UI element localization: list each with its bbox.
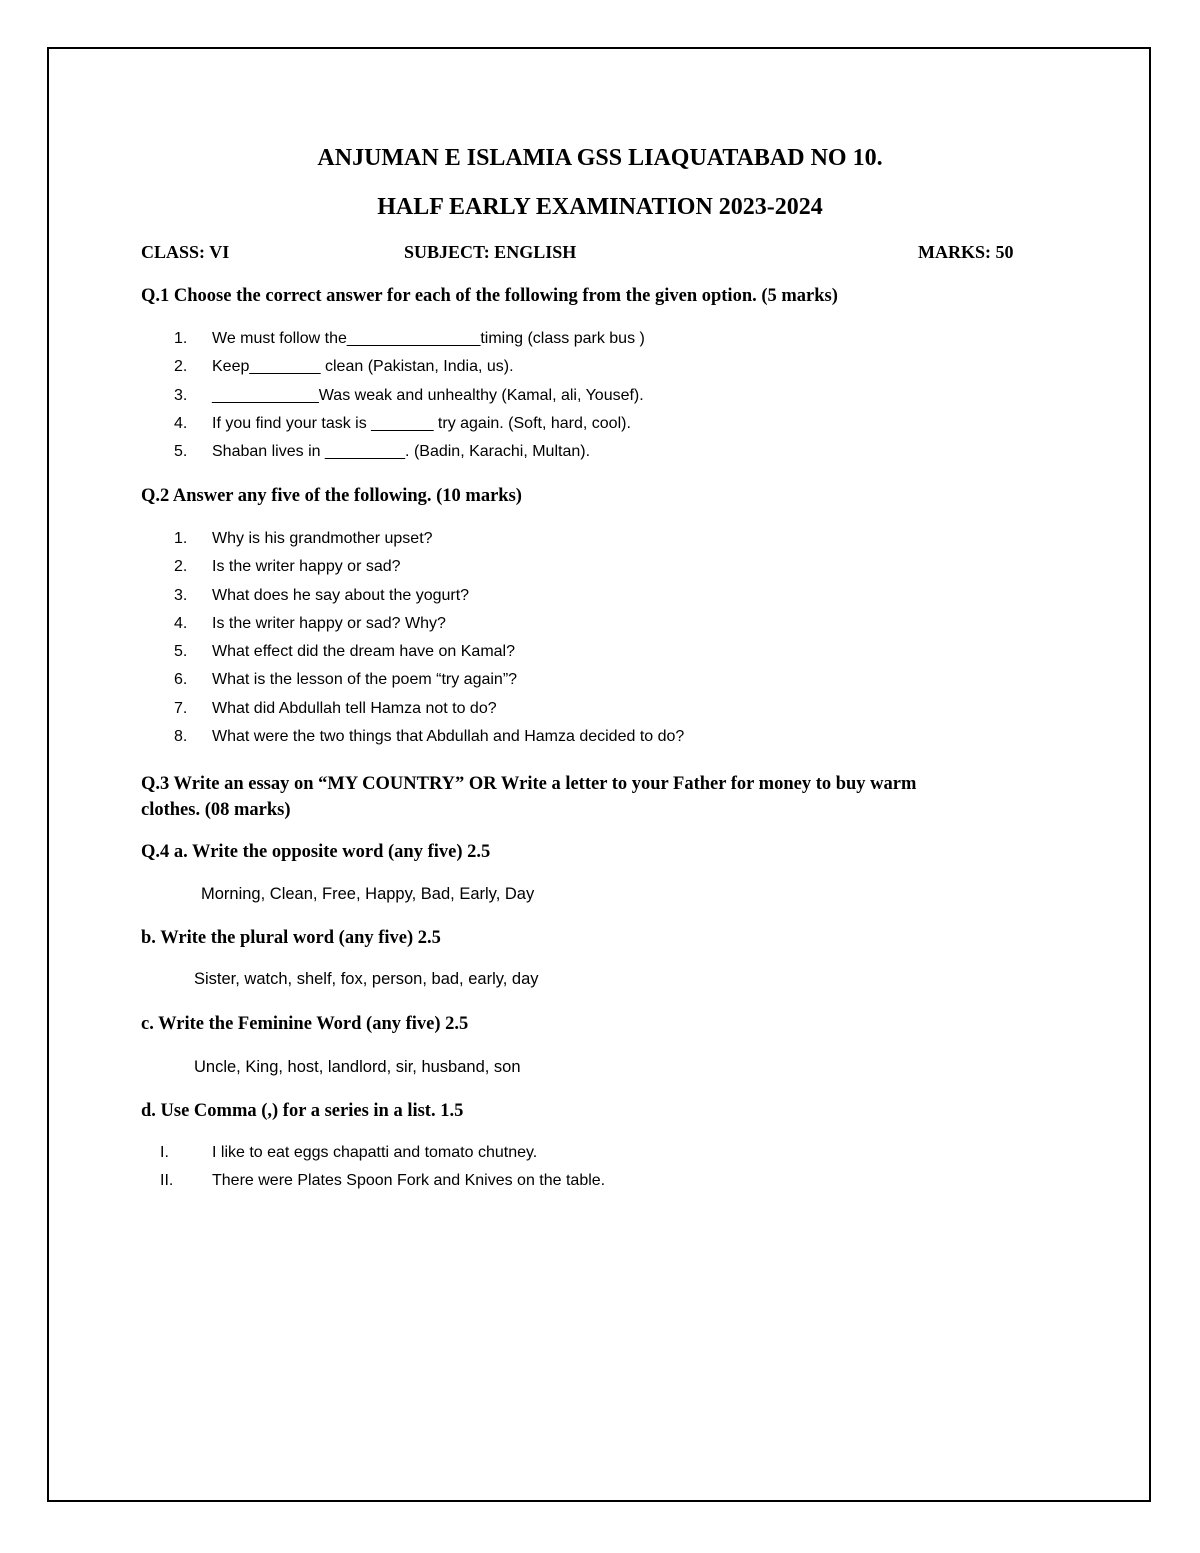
item-text: What did Abdullah tell Hamza not to do? xyxy=(212,699,497,717)
item-number: 1. xyxy=(174,530,188,547)
item-number: 7. xyxy=(174,699,188,717)
item-text: We must follow the_______________timing (class park bus ) xyxy=(212,330,645,347)
item-text: ____________Was weak and unhealthy (Kamal, ali, Yousef). xyxy=(212,386,644,404)
q3-heading-line2: clothes. (08 marks) xyxy=(141,800,291,820)
item-number: II. xyxy=(160,1172,174,1190)
item-number: 4. xyxy=(174,614,188,632)
q4c-words: Uncle, King, host, landlord, sir, husband, son xyxy=(194,1058,521,1076)
q3-heading xyxy=(141,771,1061,823)
q4d-heading: d. Use Comma (,) for a series in a list. 1.5 xyxy=(141,1101,464,1121)
item-number: I. xyxy=(160,1144,169,1161)
item-number: 2. xyxy=(174,558,188,576)
item-text: Shaban lives in _________. (Badin, Karachi, Multan). xyxy=(212,443,591,461)
class-label: CLASS: VI xyxy=(141,242,230,262)
item-text: If you find your task is _______ try again. (Soft, hard, cool). xyxy=(212,414,631,432)
item-number: 6. xyxy=(174,671,188,689)
item-text: There were Plates Spoon Fork and Knives on the table. xyxy=(212,1172,606,1190)
q2-heading: Q.2 Answer any five of the following. (10 marks) xyxy=(141,486,522,506)
item-number: 5. xyxy=(174,443,188,461)
q3-heading-line1: Q.3 Write an essay on “MY COUNTRY” OR Write a letter to your Father for money to buy warm xyxy=(141,774,917,794)
item-text: Is the writer happy or sad? Why? xyxy=(212,614,446,632)
q4a-words: Morning, Clean, Free, Happy, Bad, Early, Day xyxy=(201,885,535,903)
item-text: What does he say about the yogurt? xyxy=(212,586,470,604)
item-number: 1. xyxy=(174,330,188,347)
item-number: 5. xyxy=(174,643,188,661)
exam-title: HALF EARLY EXAMINATION 2023-2024 xyxy=(377,194,823,220)
q1-heading: Q.1 Choose the correct answer for each of the following from the given option. (5 marks) xyxy=(141,286,838,306)
q4b-words: Sister, watch, shelf, fox, person, bad, early, day xyxy=(194,970,539,988)
item-number: 3. xyxy=(174,386,188,404)
q4a-heading: Q.4 a. Write the opposite word (any five) 2.5 xyxy=(141,842,491,862)
subject-label: SUBJECT: ENGLISH xyxy=(404,242,577,262)
item-text: What is the lesson of the poem “try again”? xyxy=(212,671,518,689)
item-number: 2. xyxy=(174,358,188,376)
item-text: What effect did the dream have on Kamal? xyxy=(212,643,515,661)
q4b-heading: b. Write the plural word (any five) 2.5 xyxy=(141,928,441,948)
item-text: Is the writer happy or sad? xyxy=(212,558,401,576)
q4c-heading: c. Write the Feminine Word (any five) 2.5 xyxy=(141,1014,469,1034)
item-number: 4. xyxy=(174,414,188,432)
school-title: ANJUMAN E ISLAMIA GSS LIAQUATABAD NO 10. xyxy=(317,145,883,171)
item-text: What were the two things that Abdullah and Hamza decided to do? xyxy=(212,728,685,746)
item-text: Keep________ clean (Pakistan, India, us). xyxy=(212,358,514,376)
item-number: 3. xyxy=(174,586,188,604)
item-number: 8. xyxy=(174,728,188,746)
item-text: I like to eat eggs chapatti and tomato chutney. xyxy=(212,1144,538,1161)
item-text: Why is his grandmother upset? xyxy=(212,530,433,547)
marks-label: MARKS: 50 xyxy=(918,242,1014,262)
